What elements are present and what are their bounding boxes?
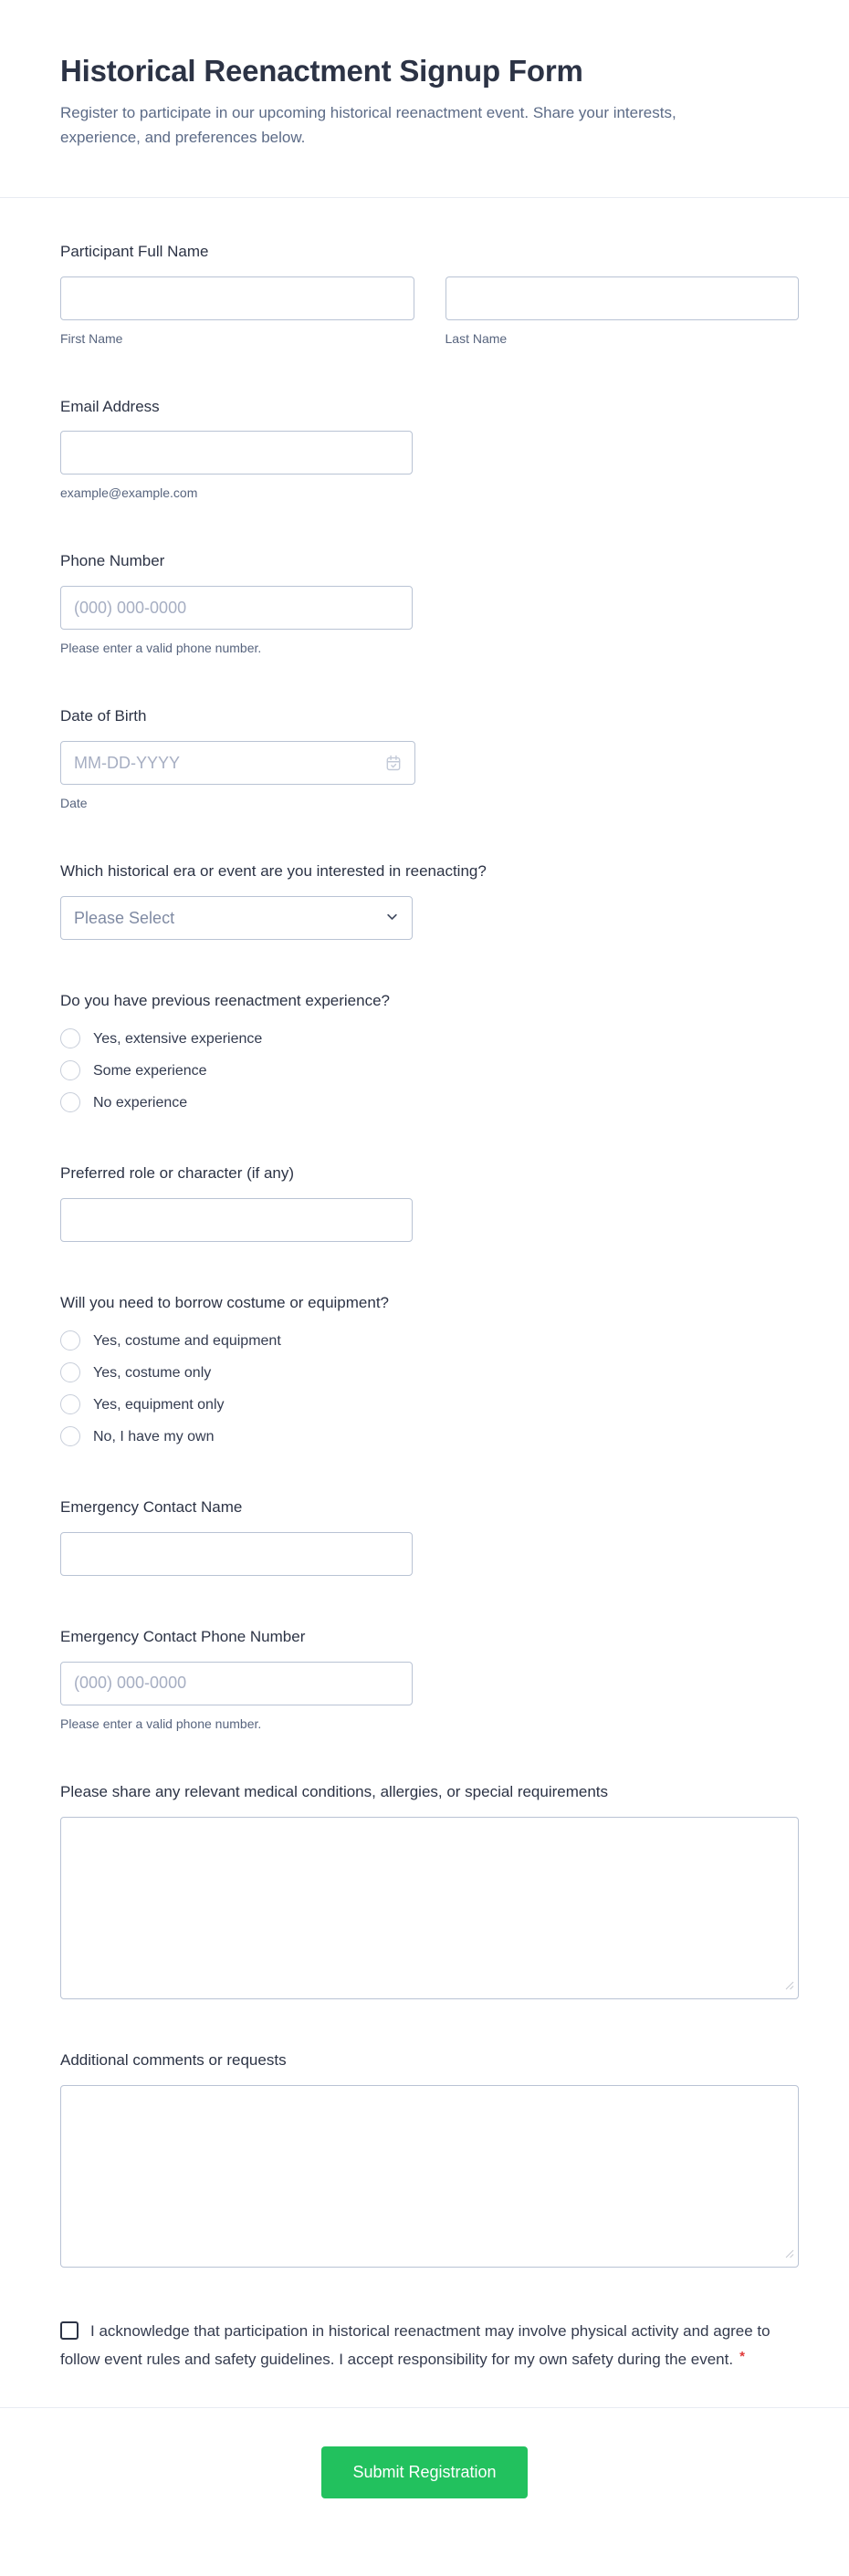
first-name-col <box>60 276 414 346</box>
question-phone <box>60 551 799 655</box>
emergency-name-input[interactable] <box>60 1532 413 1576</box>
radio-option-some-experience[interactable] <box>60 1060 799 1080</box>
form-description: Register to participate in our upcoming historical reenactment event. Share your interests, experience, and preferences below. <box>60 103 676 146</box>
era-select-value: Please Select <box>74 908 175 927</box>
dob-sublabel: Date <box>60 796 88 811</box>
radio-option-have-my-own[interactable] <box>60 1426 799 1446</box>
question-email <box>60 397 799 501</box>
last-name-sublabel: Last Name <box>445 330 508 346</box>
radio-option-no-experience[interactable] <box>60 1092 799 1112</box>
radio-option-label: Yes, costume and equipment <box>93 1332 281 1349</box>
checkbox-icon[interactable] <box>60 2321 79 2340</box>
full-name-label: Participant Full Name <box>60 242 209 260</box>
question-role <box>60 1163 799 1242</box>
radio-option-costume-and-equipment[interactable] <box>60 1330 799 1351</box>
borrow-label: Will you need to borrow costume or equipment? <box>60 1294 390 1312</box>
role-label: Preferred role or character (if any) <box>60 1164 295 1183</box>
question-medical <box>60 1782 799 1999</box>
experience-label: Do you have previous reenactment experience? <box>60 992 390 1010</box>
required-asterisk: * <box>739 2348 745 2364</box>
radio-option-label: Yes, costume only <box>93 1364 212 1381</box>
phone-hint: Please enter a valid phone number. <box>60 641 262 656</box>
medical-label: Please share any relevant medical conditions, allergies, or special requirements <box>60 1782 609 1800</box>
radio-option-label: Some experience <box>93 1062 207 1079</box>
medical-textarea-wrap <box>60 1817 799 1999</box>
question-era <box>60 861 799 940</box>
email-input[interactable] <box>60 431 413 475</box>
phone-label: Phone Number <box>60 552 165 570</box>
form-header <box>0 0 849 198</box>
comments-label: Additional comments or requests <box>60 2050 287 2069</box>
emergency-phone-hint: Please enter a valid phone number. <box>60 1716 262 1731</box>
era-label: Which historical era or event are you interested in reenacting? <box>60 862 487 881</box>
acknowledgement-row[interactable] <box>60 2319 781 2373</box>
radio-circle-icon[interactable] <box>60 1330 80 1351</box>
form-footer <box>0 2407 849 2545</box>
page-title: Historical Reenactment Signup Form <box>60 54 583 88</box>
emergency-phone-label: Emergency Contact Phone Number <box>60 1628 306 1646</box>
question-full-name <box>60 242 799 346</box>
first-name-input[interactable] <box>60 276 414 320</box>
form-body <box>0 198 849 2373</box>
email-label: Email Address <box>60 397 160 415</box>
radio-option-label: Yes, extensive experience <box>93 1030 263 1047</box>
radio-option-costume-only[interactable] <box>60 1362 799 1382</box>
radio-circle-icon[interactable] <box>60 1426 80 1446</box>
era-select[interactable] <box>60 896 413 940</box>
radio-option-equipment-only[interactable] <box>60 1394 799 1414</box>
email-hint: example@example.com <box>60 485 198 501</box>
experience-options <box>60 1028 799 1112</box>
comments-textarea-wrap <box>60 2085 799 2268</box>
phone-input[interactable] <box>60 586 413 630</box>
radio-circle-icon[interactable] <box>60 1394 80 1414</box>
name-inputs-row <box>60 276 799 346</box>
dob-input[interactable] <box>60 741 415 785</box>
last-name-input[interactable] <box>445 276 800 320</box>
emergency-name-label: Emergency Contact Name <box>60 1498 243 1517</box>
question-borrow <box>60 1293 799 1446</box>
radio-circle-icon[interactable] <box>60 1092 80 1112</box>
radio-option-label: No, I have my own <box>93 1428 215 1444</box>
dob-label: Date of Birth <box>60 707 147 725</box>
radio-circle-icon[interactable] <box>60 1060 80 1080</box>
radio-circle-icon[interactable] <box>60 1028 80 1048</box>
question-dob <box>60 706 799 810</box>
question-emergency-name <box>60 1497 799 1576</box>
submit-registration-button[interactable]: Submit Registration <box>321 2446 527 2498</box>
medical-textarea[interactable] <box>60 1817 799 1999</box>
borrow-options <box>60 1330 799 1446</box>
dob-input-wrap <box>60 741 415 785</box>
question-comments <box>60 2050 799 2268</box>
comments-textarea[interactable] <box>60 2085 799 2268</box>
question-emergency-phone <box>60 1627 799 1731</box>
radio-circle-icon[interactable] <box>60 1362 80 1382</box>
role-input[interactable] <box>60 1198 413 1242</box>
chevron-down-icon <box>385 909 399 928</box>
radio-option-label: No experience <box>93 1094 188 1111</box>
radio-option-extensive-experience[interactable] <box>60 1028 799 1048</box>
question-experience <box>60 991 799 1112</box>
first-name-sublabel: First Name <box>60 330 123 346</box>
emergency-phone-input[interactable] <box>60 1662 413 1705</box>
acknowledgement-text: I acknowledge that participation in historical reenactment may involve physical activity and agree to follow event rules and safety guidelines. I accept responsibility for my own safety during the event. <box>60 2321 770 2368</box>
last-name-col <box>445 276 800 346</box>
radio-option-label: Yes, equipment only <box>93 1396 225 1413</box>
